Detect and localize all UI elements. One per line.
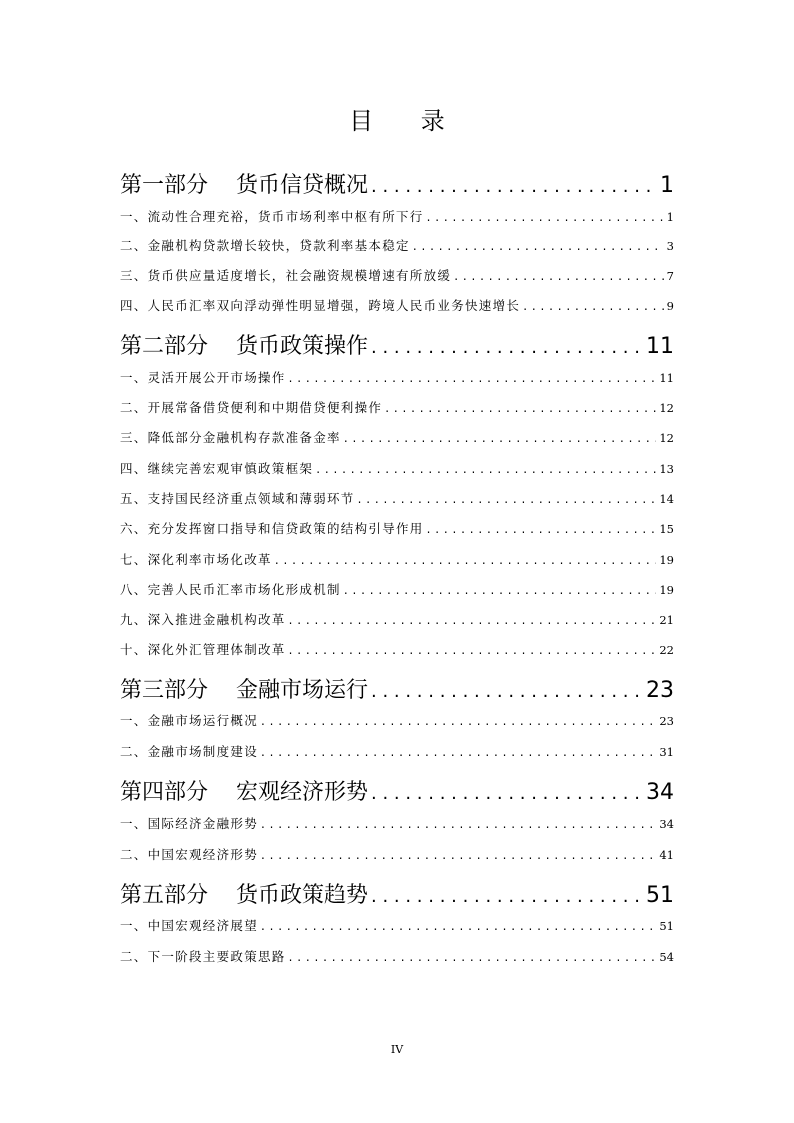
toc-section-entry[interactable] bbox=[120, 207, 674, 225]
toc-section-entry[interactable] bbox=[120, 236, 674, 254]
toc-page-number: 1 bbox=[666, 210, 674, 224]
toc-entry-label bbox=[120, 168, 368, 198]
toc-section-entry[interactable] bbox=[120, 459, 674, 477]
toc-section-entry[interactable] bbox=[120, 845, 674, 863]
toc-page-number: 21 bbox=[659, 613, 674, 627]
toc-section-entry[interactable] bbox=[120, 742, 674, 760]
toc-part-number: 第五部分 bbox=[120, 883, 209, 908]
toc-part-entry[interactable] bbox=[120, 673, 674, 703]
toc-entry-label: 三、降低部分金融机构存款准备金率 bbox=[120, 430, 341, 445]
toc-section-entry[interactable] bbox=[120, 814, 674, 832]
toc-section-entry[interactable] bbox=[120, 368, 674, 386]
toc-page-number: 23 bbox=[646, 678, 674, 703]
page-number: IV bbox=[390, 1043, 404, 1056]
toc-entry-label bbox=[120, 673, 368, 703]
toc-dot-leader bbox=[261, 848, 656, 862]
toc-page-number: 7 bbox=[666, 269, 674, 283]
toc-dot-leader bbox=[371, 337, 643, 358]
toc-part-title: 货币政策趋势 bbox=[236, 883, 369, 908]
toc-section-entry[interactable] bbox=[120, 916, 674, 934]
toc-entry-label: 二、开展常备借贷便利和中期借贷便利操作 bbox=[120, 400, 383, 415]
toc-dot-leader bbox=[344, 431, 657, 445]
toc-entry-label: 六、充分发挥窗口指导和信贷政策的结构引导作用 bbox=[120, 521, 424, 536]
toc-entry-label bbox=[120, 329, 368, 359]
toc-dot-leader bbox=[427, 210, 664, 224]
toc-entry-label bbox=[120, 775, 368, 805]
toc-entry-label bbox=[120, 878, 368, 908]
toc-page-number: 3 bbox=[666, 239, 674, 253]
toc-part-entry[interactable] bbox=[120, 775, 674, 805]
toc-section-entry[interactable] bbox=[120, 428, 674, 446]
toc-title: 目 录 bbox=[349, 107, 465, 135]
toc-dot-leader bbox=[371, 886, 643, 907]
toc-part-title: 金融市场运行 bbox=[236, 678, 369, 703]
toc-dot-leader bbox=[413, 239, 664, 253]
toc-page-number: 34 bbox=[659, 817, 674, 831]
toc-entry-label: 八、完善人民币汇率市场化形成机制 bbox=[120, 582, 341, 597]
toc-part-entry[interactable] bbox=[120, 329, 674, 359]
toc-section-entry[interactable] bbox=[120, 489, 674, 507]
toc-entry-label: 九、深入推进金融机构改革 bbox=[120, 612, 286, 627]
toc-section-entry[interactable] bbox=[120, 519, 674, 537]
toc-page-number: 23 bbox=[659, 714, 674, 728]
toc-entry-label: 二、金融市场制度建设 bbox=[120, 744, 259, 759]
toc-dot-leader bbox=[344, 583, 657, 597]
toc-dot-leader bbox=[289, 950, 657, 964]
toc-part-number: 第四部分 bbox=[120, 780, 209, 805]
toc-dot-leader bbox=[371, 783, 643, 804]
toc-dot-leader bbox=[316, 462, 656, 476]
toc-entry-label: 四、继续完善宏观审慎政策框架 bbox=[120, 461, 314, 476]
toc-dot-leader bbox=[385, 401, 656, 415]
toc-entry-label: 五、支持国民经济重点领域和薄弱环节 bbox=[120, 491, 355, 506]
toc-section-entry[interactable] bbox=[120, 947, 674, 965]
toc-page-number: 13 bbox=[659, 462, 674, 476]
toc-part-entry[interactable] bbox=[120, 168, 674, 198]
toc-page-number: 22 bbox=[659, 643, 674, 657]
toc-part-number: 第一部分 bbox=[120, 173, 209, 198]
toc-dot-leader bbox=[261, 714, 656, 728]
toc-entry-label: 一、金融市场运行概况 bbox=[120, 713, 259, 728]
toc-part-number: 第二部分 bbox=[120, 334, 209, 359]
toc-page-number: 51 bbox=[659, 919, 674, 933]
toc-entry-label: 二、中国宏观经济形势 bbox=[120, 847, 259, 862]
toc-dot-leader bbox=[261, 745, 656, 759]
toc-section-entry[interactable] bbox=[120, 640, 674, 658]
toc-page-number: 9 bbox=[666, 299, 674, 313]
toc-dot-leader bbox=[289, 613, 657, 627]
toc-entry-label: 二、下一阶段主要政策思路 bbox=[120, 949, 286, 964]
toc-page-number: 11 bbox=[646, 334, 674, 359]
toc-page-number: 12 bbox=[659, 401, 674, 415]
toc-part-title: 货币信贷概况 bbox=[236, 173, 369, 198]
toc-section-entry[interactable] bbox=[120, 580, 674, 598]
toc-dot-leader bbox=[454, 269, 663, 283]
toc-entry-label: 一、流动性合理充裕，货币市场利率中枢有所下行 bbox=[120, 209, 424, 224]
toc-entry-label: 一、国际经济金融形势 bbox=[120, 816, 259, 831]
toc-page-number: 34 bbox=[646, 780, 674, 805]
toc-page-number: 1 bbox=[660, 173, 674, 198]
toc-entry-label: 四、人民币汇率双向浮动弹性明显增强，跨境人民币业务快速增长 bbox=[120, 298, 521, 313]
toc-page-number: 51 bbox=[646, 883, 674, 908]
toc-part-title: 货币政策操作 bbox=[236, 334, 369, 359]
toc-dot-leader bbox=[371, 681, 643, 702]
toc-page-number: 11 bbox=[659, 371, 674, 385]
toc-page-number: 12 bbox=[659, 431, 674, 445]
toc-dot-leader bbox=[275, 553, 657, 567]
toc-entry-label: 一、灵活开展公开市场操作 bbox=[120, 370, 286, 385]
toc-dot-leader bbox=[289, 371, 657, 385]
toc-section-entry[interactable] bbox=[120, 398, 674, 416]
toc-entry-label: 三、货币供应量适度增长，社会融资规模增速有所放缓 bbox=[120, 268, 452, 283]
toc-page-number: 31 bbox=[659, 745, 674, 759]
toc-entry-label: 一、中国宏观经济展望 bbox=[120, 918, 259, 933]
toc-section-entry[interactable] bbox=[120, 610, 674, 628]
toc-entry-label: 七、深化利率市场化改革 bbox=[120, 552, 272, 567]
toc-entry-label: 二、金融机构贷款增长较快，贷款利率基本稳定 bbox=[120, 238, 410, 253]
toc-dot-leader bbox=[289, 643, 657, 657]
toc-entry-label: 十、深化外汇管理体制改革 bbox=[120, 642, 286, 657]
toc-page-number: 19 bbox=[659, 583, 674, 597]
toc-section-entry[interactable] bbox=[120, 550, 674, 568]
toc-page-number: 14 bbox=[659, 492, 674, 506]
toc-section-entry[interactable] bbox=[120, 266, 674, 284]
toc-page-number: 19 bbox=[659, 553, 674, 567]
toc-part-entry[interactable] bbox=[120, 878, 674, 908]
toc-dot-leader bbox=[523, 299, 663, 313]
toc-dot-leader bbox=[358, 492, 657, 506]
toc-dot-leader bbox=[371, 176, 657, 197]
toc-page-number: 41 bbox=[659, 848, 674, 862]
toc-dot-leader bbox=[427, 522, 657, 536]
toc-dot-leader bbox=[261, 919, 656, 933]
toc-section-entry[interactable] bbox=[120, 711, 674, 729]
toc-part-number: 第三部分 bbox=[120, 678, 209, 703]
toc-part-title: 宏观经济形势 bbox=[236, 780, 369, 805]
toc-dot-leader bbox=[261, 817, 656, 831]
toc-page-number: 15 bbox=[659, 522, 674, 536]
toc-section-entry[interactable] bbox=[120, 296, 674, 314]
toc-page-number: 54 bbox=[659, 950, 674, 964]
